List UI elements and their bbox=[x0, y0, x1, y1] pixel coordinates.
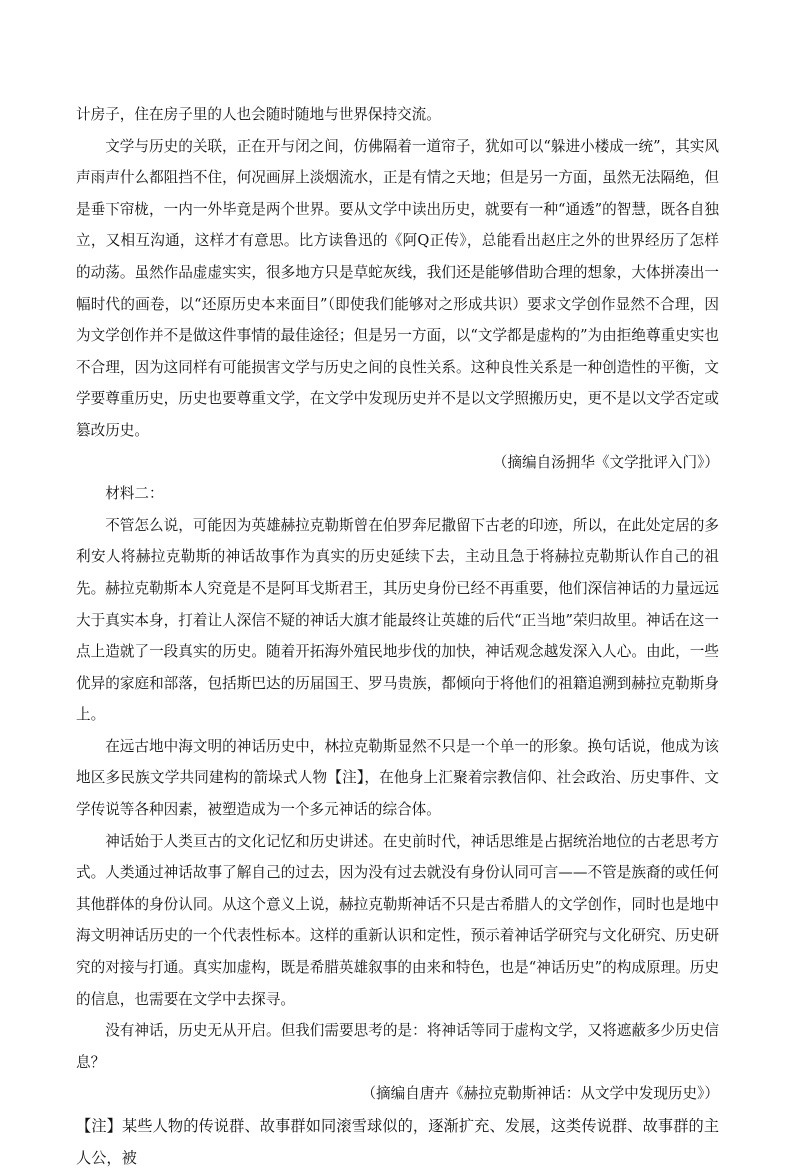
footnote-text: 某些人物的传说群、故事群如同滚雪球似的，逐渐扩充、发展，这类传说群、故事群的主人公，被 bbox=[76, 1117, 719, 1167]
paragraph-literature-history: 文学与历史的关联，正在开与闭之间，仿佛隔着一道帘子，犹如可以“躲进小楼成一统”，其实风声雨声什么都阻挡不住，何况画屏上淡烟流水，正是有情之天地；但是另一方面，虽然无法隔绝，但是垂下帘栊，一内一外毕竟是两个世界。要从文学中读出历史，就要有一种“通透”的智慧，既各自独立，又相互沟通，这样才有意思。比方读鲁迅的《阿Q正传》，总能看出赵庄之外的世界经历了怎样的动荡。虽然作品虚虚实实，很多地方只是草蛇灰线，我们还是能够借助合理的想象，大体拼凑出一幅时代的画卷，以“还原历史本来面目”（即使我们能够对之形成共识）要求文学创作显然不合理，因为文学创作并不是做这件事情的最佳途径；但是另一方面，以“文学都是虚构的”为由拒绝尊重史实也不合理，因为这同样有可能损害文学与历史之间的良性关系。这种良性关系是一种创造性的平衡，文学要尊重历史，历史也要尊重文学，在文学中发现历史并不是以文学照搬历史，更不是以文学否定或篡改历史。 bbox=[76, 137, 719, 439]
paragraph-heracles-dorians: 不管怎么说，可能因为英雄赫拉克勒斯曾在伯罗奔尼撒留下古老的印迹，所以，在此处定居的多利安人将赫拉克勒斯的神话故事作为真实的历史延续下去，主动且急于将赫拉克勒斯认作自己的祖先。赫拉克勒斯本人究竟是不是阿耳戈斯君王，其历史身份已经不再重要，他们深信神话的力量远远大于真实本身，打着让人深信不疑的神话大旗才能最终让英雄的后代“正当地”荣归故里。神话在这一点上造就了一段真实的历史。随着开拓海外殖民地步伐的加快，神话观念越发深入人心。由此，一些优异的家庭和部落，包括斯巴达的历届国王、罗马贵族，都倾向于将他们的祖籍追溯到赫拉克勒斯身上。 bbox=[76, 516, 719, 724]
document-body bbox=[76, 99, 719, 1174]
paragraph-myth-origins: 神话始于人类亘古的文化记忆和历史讲述。在史前时代，神话思维是占据统治地位的古老思考方式。人类通过神话故事了解自己的过去，因为没有过去就没有身份认同可言——不管是族裔的或任何其他群体的身份认同。从这个意义上说，赫拉克勒斯神话不只是古希腊人的文学创作，同时也是地中海文明神话历史的一个代表性标本。这样的重新认识和定性，预示着神话学研究与文化研究、历史研究的对接与打通。真实加虚构，既是希腊英雄叙事的由来和特色，也是“神话历史”的构成原理。历史的信息，也需要在文学中去探寻。 bbox=[76, 832, 719, 1008]
source-citation-2: （摘编自唐卉《赫拉克勒斯神话：从文学中发现历史》） bbox=[361, 1085, 719, 1103]
footnote-tag: 【注】 bbox=[76, 1117, 122, 1135]
footnote bbox=[76, 1110, 719, 1174]
paragraph-mediterranean-myth: 在远古地中海文明的神话历史中，林拉克勒斯显然不只是一个单一的形象。换句话说，他成为该地区多民族文学共同建构的箭垛式人物【注】，在他身上汇聚着宗教信仰、社会政治、历史事件、文学传说等各种因素，被塑造成为一个多元神话的综合体。 bbox=[76, 737, 719, 819]
source-citation-1: （摘编自汤拥华《文学批评入门》） bbox=[492, 453, 719, 471]
material-two-heading: 材料二： bbox=[105, 485, 164, 503]
paragraph-conclusion: 没有神话，历史无从开启。但我们需要思考的是：将神话等同于虚构文学，又将遮蔽多少历史信息？ bbox=[76, 1022, 719, 1071]
paragraph-continuation: 计房子，住在房子里的人也会随时随地与世界保持交流。 bbox=[76, 106, 441, 123]
